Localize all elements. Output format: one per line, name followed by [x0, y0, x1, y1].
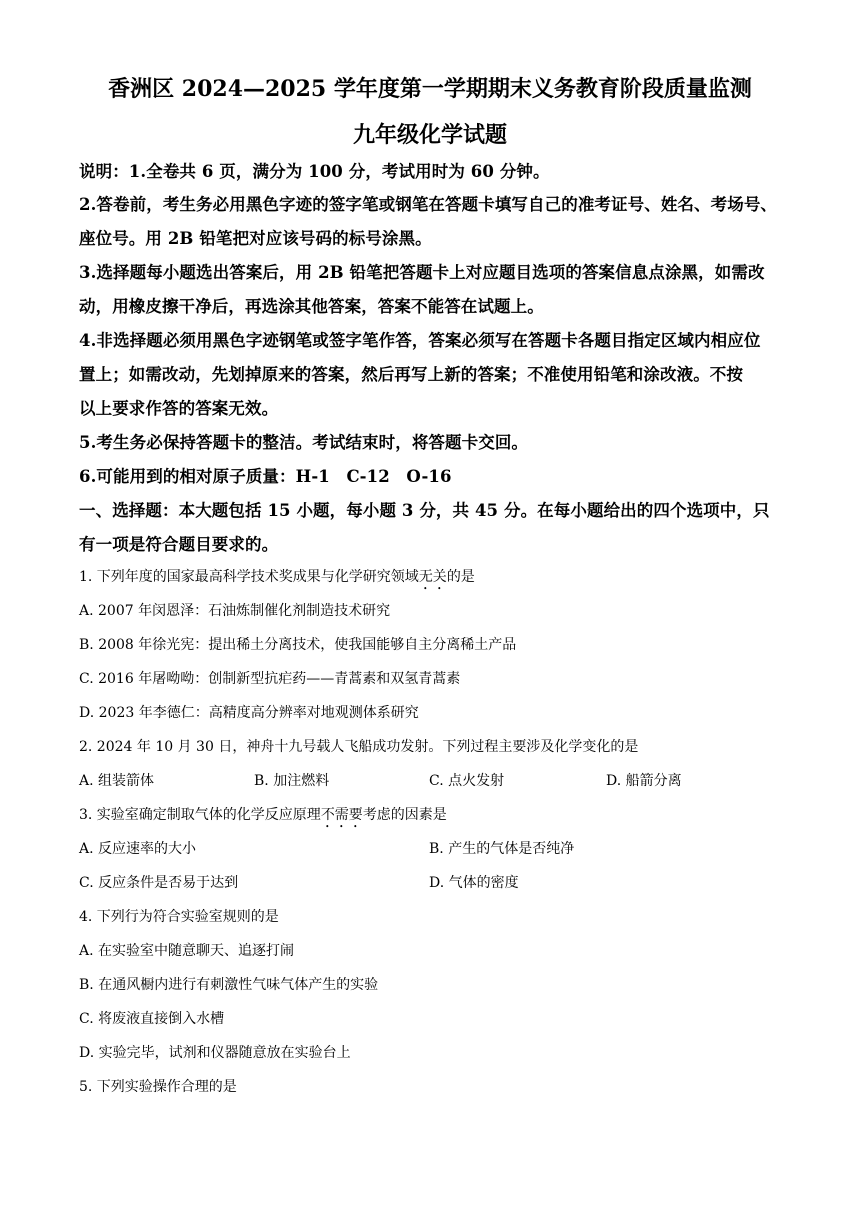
- question-1-option-a: A. 2007 年闵恩泽：石油炼制催化剂制造技术研究: [79, 603, 391, 619]
- question-3-option-b: B. 产生的气体是否纯净: [429, 841, 575, 857]
- exam-subtitle: 九年级化学试题: [352, 122, 507, 148]
- instruction-line-2: 2.答卷前，考生务必用黑色字迹的签字笔或钢笔在答题卡填写自己的准考证号、姓名、考场号、: [79, 195, 778, 214]
- instruction-line-9: 5.考生务必保持答题卡的整洁。考试结束时，将答题卡交回。: [79, 433, 529, 452]
- question-3-option-a: A. 反应速率的大小: [79, 841, 197, 857]
- instruction-line-8: 以上要求作答的答案无效。: [79, 399, 279, 418]
- section-heading-line-1: 一、选择题：本大题包括 15 小题，每小题 3 分，共 45 分。在每小题给出的四个选项中，只: [79, 501, 770, 520]
- emphasis-text: 不需要: [320, 807, 363, 823]
- question-4-option-b: B. 在通风橱内进行有刺激性气味气体产生的实验: [79, 977, 379, 993]
- question-3-option-d: D. 气体的密度: [429, 875, 519, 891]
- instruction-line-10: 6.可能用到的相对原子质量：H-1 C-12 O-16: [79, 467, 452, 486]
- instruction-line-6: 4.非选择题必须用黑色字迹钢笔或签字笔作答，答案必须写在答题卡各题目指定区域内相应位: [79, 331, 761, 350]
- question-4-option-a: A. 在实验室中随意聊天、追逐打闹: [79, 943, 295, 959]
- question-2-option-a: A. 组装箭体: [79, 773, 155, 789]
- question-4-option-d: D. 实验完毕，试剂和仪器随意放在实验台上: [79, 1045, 351, 1061]
- question-2-stem: 2. 2024 年 10 月 30 日，神舟十九号载人飞船成功发射。下列过程主要涉及化学变化的是: [79, 739, 639, 755]
- question-5-stem: 5. 下列实验操作合理的是: [79, 1079, 237, 1095]
- question-4-stem: 4. 下列行为符合实验室规则的是: [79, 909, 279, 925]
- question-2-option-c: C. 点火发射: [429, 773, 505, 789]
- emphasis-text: 无关: [418, 569, 447, 585]
- section-heading-line-2: 有一项是符合题目要求的。: [79, 535, 279, 554]
- instruction-line-1: 说明：1.全卷共 6 页，满分为 100 分，考试用时为 60 分钟。: [79, 162, 550, 181]
- question-1-option-d: D. 2023 年李德仁：高精度高分辨率对地观测体系研究: [79, 705, 419, 721]
- exam-title: 香洲区 2024—2025 学年度第一学期期末义务教育阶段质量监测: [108, 76, 752, 102]
- question-2-option-b: B. 加注燃料: [254, 773, 330, 789]
- instruction-line-4: 3.选择题每小题选出答案后，用 2B 铅笔把答题卡上对应题目选项的答案信息点涂黑，如需改: [79, 263, 765, 282]
- question-4-option-c: C. 将废液直接倒入水槽: [79, 1011, 225, 1027]
- question-1-option-c: C. 2016 年屠呦呦：创制新型抗疟药——青蒿素和双氢青蒿素: [79, 671, 461, 687]
- instruction-line-7: 置上；如需改动，先划掉原来的答案，然后再写上新的答案；不准使用铅笔和涂改液。不按: [79, 365, 743, 384]
- instruction-line-3: 座位号。用 2B 铅笔把对应该号码的标号涂黑。: [79, 229, 432, 248]
- question-1-option-b: B. 2008 年徐光宪：提出稀土分离技术，使我国能够自主分离稀土产品: [79, 637, 517, 653]
- instruction-line-5: 动，用橡皮擦干净后，再选涂其他答案，答案不能答在试题上。: [79, 297, 544, 316]
- question-1-stem: 1. 下列年度的国家最高科学技术奖成果与化学研究领域无关的是: [79, 569, 475, 585]
- question-3-stem: 3. 实验室确定制取气体的化学反应原理不需要考虑的因素是: [79, 807, 447, 823]
- question-3-option-c: C. 反应条件是否易于达到: [79, 875, 239, 891]
- question-2-option-d: D. 船箭分离: [606, 773, 682, 789]
